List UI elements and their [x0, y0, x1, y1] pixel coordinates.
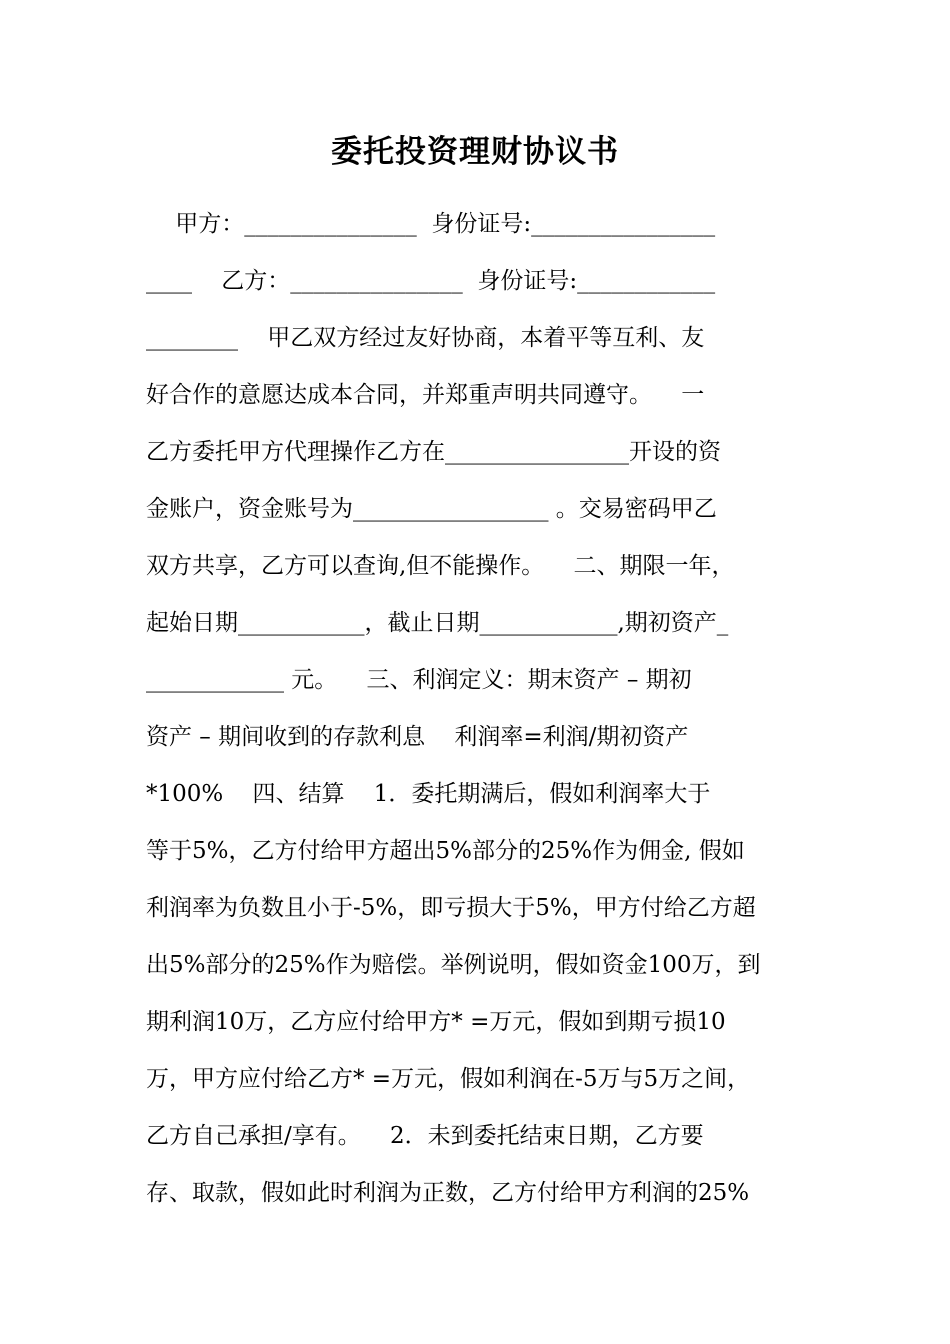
body-line-11: *100% 四、结算 1．委托期满后，假如利润率大于: [146, 781, 711, 807]
body-line-9: ____________ 元。 三、利润定义：期末资产 – 期初: [146, 667, 692, 693]
body-line-5: 乙方委托甲方代理操作乙方在________________开设的资: [146, 439, 721, 465]
body-line-4: 好合作的意愿达成本合同，并郑重声明共同遵守。 一: [146, 382, 705, 408]
body-line-10: 资产 – 期间收到的存款利息 利润率=利润/期初资产: [146, 724, 689, 750]
body-line-17: 乙方自己承担/享有。 2．未到委托结束日期，乙方要: [146, 1123, 704, 1149]
document-title: 委托投资理财协议书: [331, 134, 619, 170]
body-line-1: 甲方：_______________ 身份证号:________________: [146, 211, 716, 237]
body-line-14: 出5%部分的25%作为赔偿。举例说明，假如资金100万，到: [146, 952, 761, 978]
body-line-8: 起始日期___________，截止日期____________,期初资产_: [146, 610, 729, 636]
body-line-3: ________ 甲乙双方经过友好协商，本着平等互利、友: [146, 325, 705, 351]
body-line-18: 存、取款，假如此时利润为正数，乙方付给甲方利润的25%: [146, 1180, 750, 1206]
body-line-16: 万，甲方应付给乙方* =万元，假如利润在-5万与5万之间，: [146, 1066, 751, 1092]
body-line-13: 利润率为负数且小于-5%，即亏损大于5%，甲方付给乙方超: [146, 895, 756, 921]
body-line-15: 期利润10万，乙方应付给甲方* =万元，假如到期亏损10: [146, 1009, 726, 1035]
body-line-7: 双方共享，乙方可以查询,但不能操作。 二、期限一年，: [146, 553, 735, 579]
body-line-12: 等于5%，乙方付给甲方超出5%部分的25%作为佣金, 假如: [146, 838, 745, 864]
body-line-6: 金账户，资金账号为_________________ 。交易密码甲乙: [146, 496, 717, 522]
body-line-2: ____ 乙方：_______________ 身份证号:____________: [146, 268, 716, 294]
